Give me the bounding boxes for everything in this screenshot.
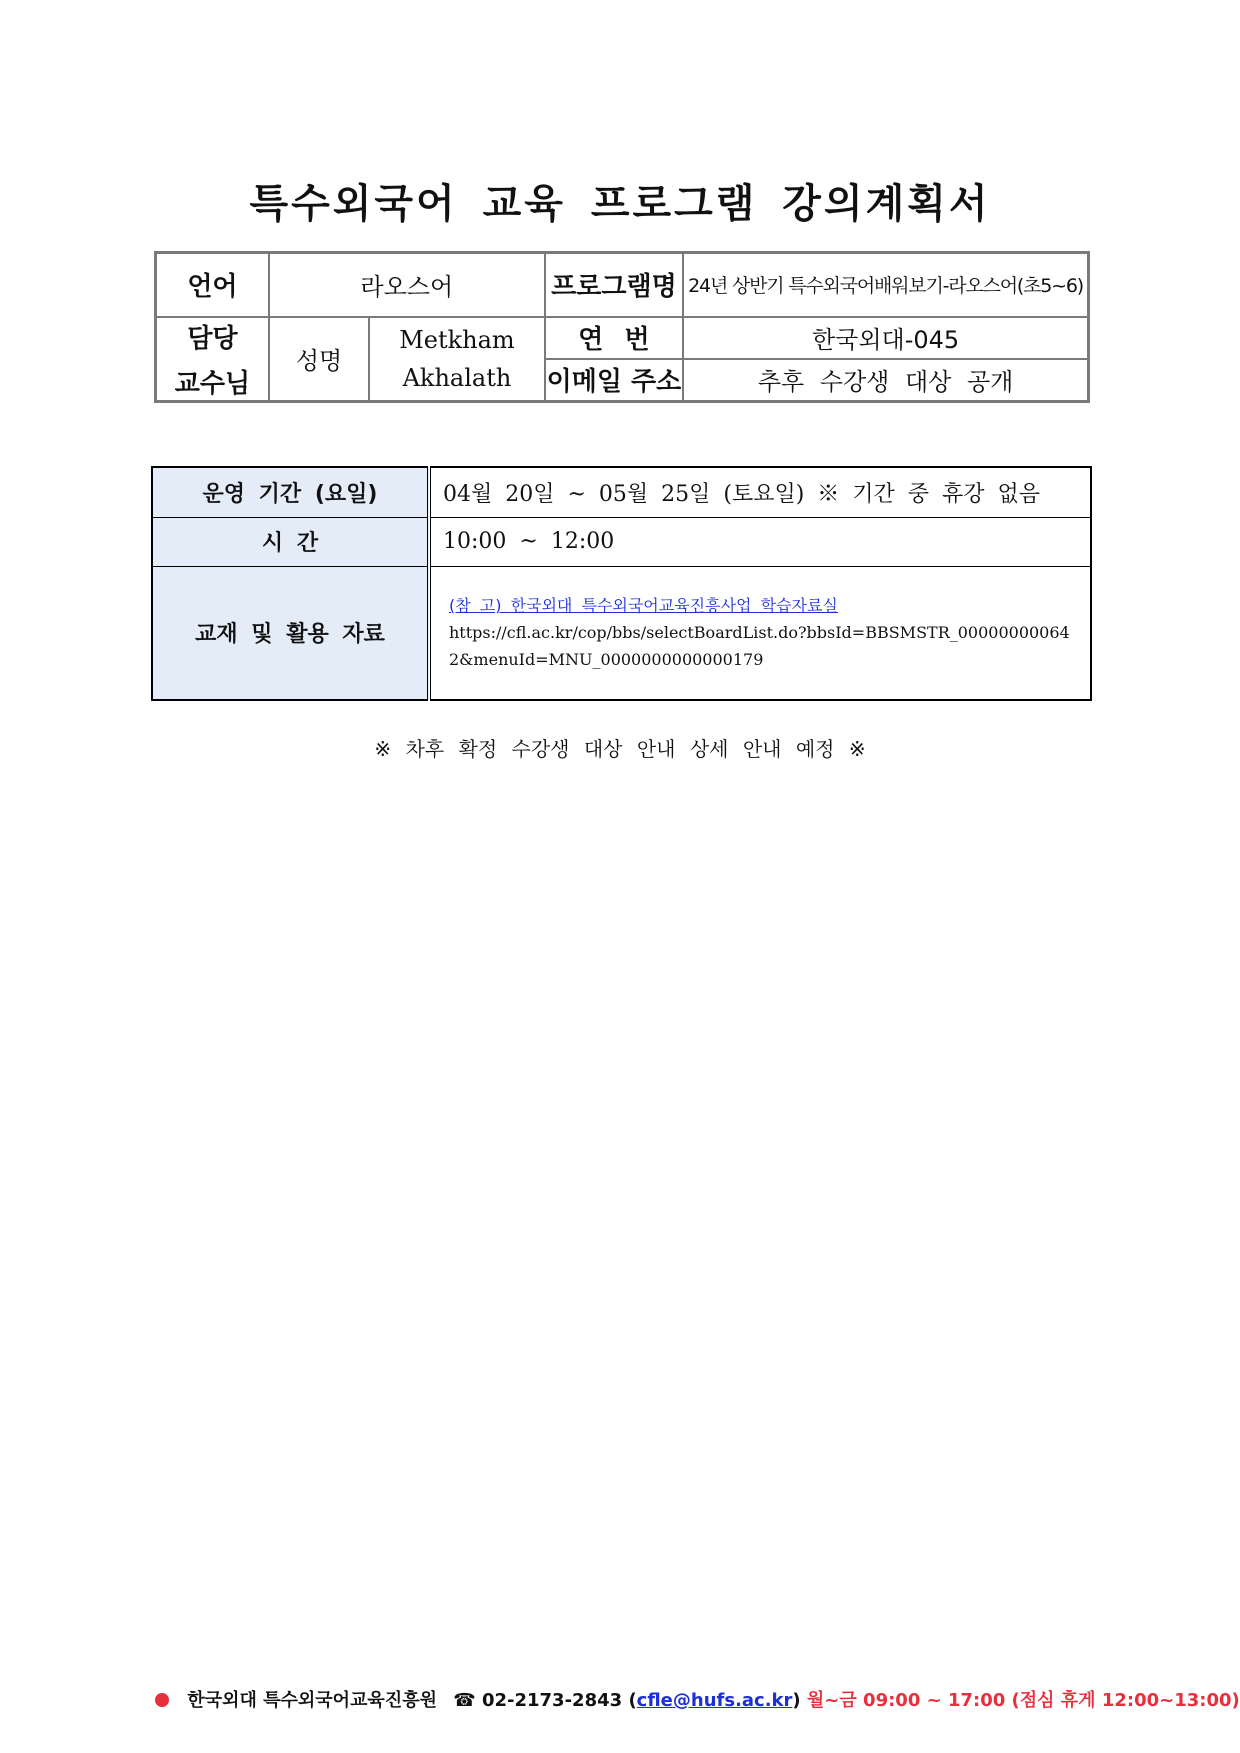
footer-email-link[interactable]: cfle@hufs.ac.kr [636,1690,793,1711]
footer-phone: 02-2173-2843 [481,1690,623,1711]
period-value: 04월 20일 ~ 05월 25일 (토요일) ※ 기간 중 휴강 없음 [429,467,1091,517]
bullet-dot-icon [155,1693,169,1707]
program-value: 24년 상반기 특수외국어배워보기-라오스어(초5~6) [683,253,1088,317]
email-value: 추후 수강생 대상 공개 [683,359,1088,401]
course-info-table [154,251,1090,403]
materials-url[interactable]: https://cfl.ac.kr/cop/bbs/selectBoardList.do?bbsId=BBSMSTR_000000000642&menuId=MNU_0000000000000179 [449,623,1070,670]
phone-icon: ☎ [453,1690,476,1711]
name-label: 성명 [269,317,369,402]
program-label: 프로그램명 [545,253,683,317]
serial-value: 한국외대-045 [683,317,1088,359]
page-title: 특수외국어 교육 프로그램 강의계획서 [249,181,991,227]
instructor-label [156,317,269,402]
name-value [369,317,545,402]
operation-table [151,466,1092,701]
footer-org: 한국외대 특수외국어교육진흥원 [187,1690,437,1711]
language-value: 라오스어 [269,253,545,317]
footer: 한국외대 특수외국어교육진흥원 ☎ 02-2173-2843 (cfle@hufs.ac.kr) 월~금 09:00 ~ 17:00 (점심 휴게 12:00~13:00) [155,1686,1215,1712]
time-value: 10:00 ~ 12:00 [429,517,1091,566]
materials-label: 교재 및 활용 자료 [152,566,429,700]
period-label: 운영 기간 (요일) [152,467,429,517]
footer-hours: 월~금 09:00 ~ 17:00 (점심 휴게 12:00~13:00) [806,1690,1240,1711]
language-label: 언어 [156,253,269,317]
email-label: 이메일 주소 [545,359,683,401]
notice-text: ※ 차후 확정 수강생 대상 안내 상세 안내 예정 ※ [374,737,866,761]
materials-value [429,566,1091,700]
serial-label: 연 번 [545,317,683,359]
name-value-line1: Metkham [399,325,515,354]
instructor-label-line2: 교수님 [174,368,251,399]
name-value-line2: Akhalath [402,363,512,392]
materials-reference-link[interactable]: (참 고) 한국외대 특수외국어교육진흥사업 학습자료실 [449,596,838,616]
instructor-label-line1: 담당 [187,323,238,354]
time-label: 시 간 [152,517,429,566]
